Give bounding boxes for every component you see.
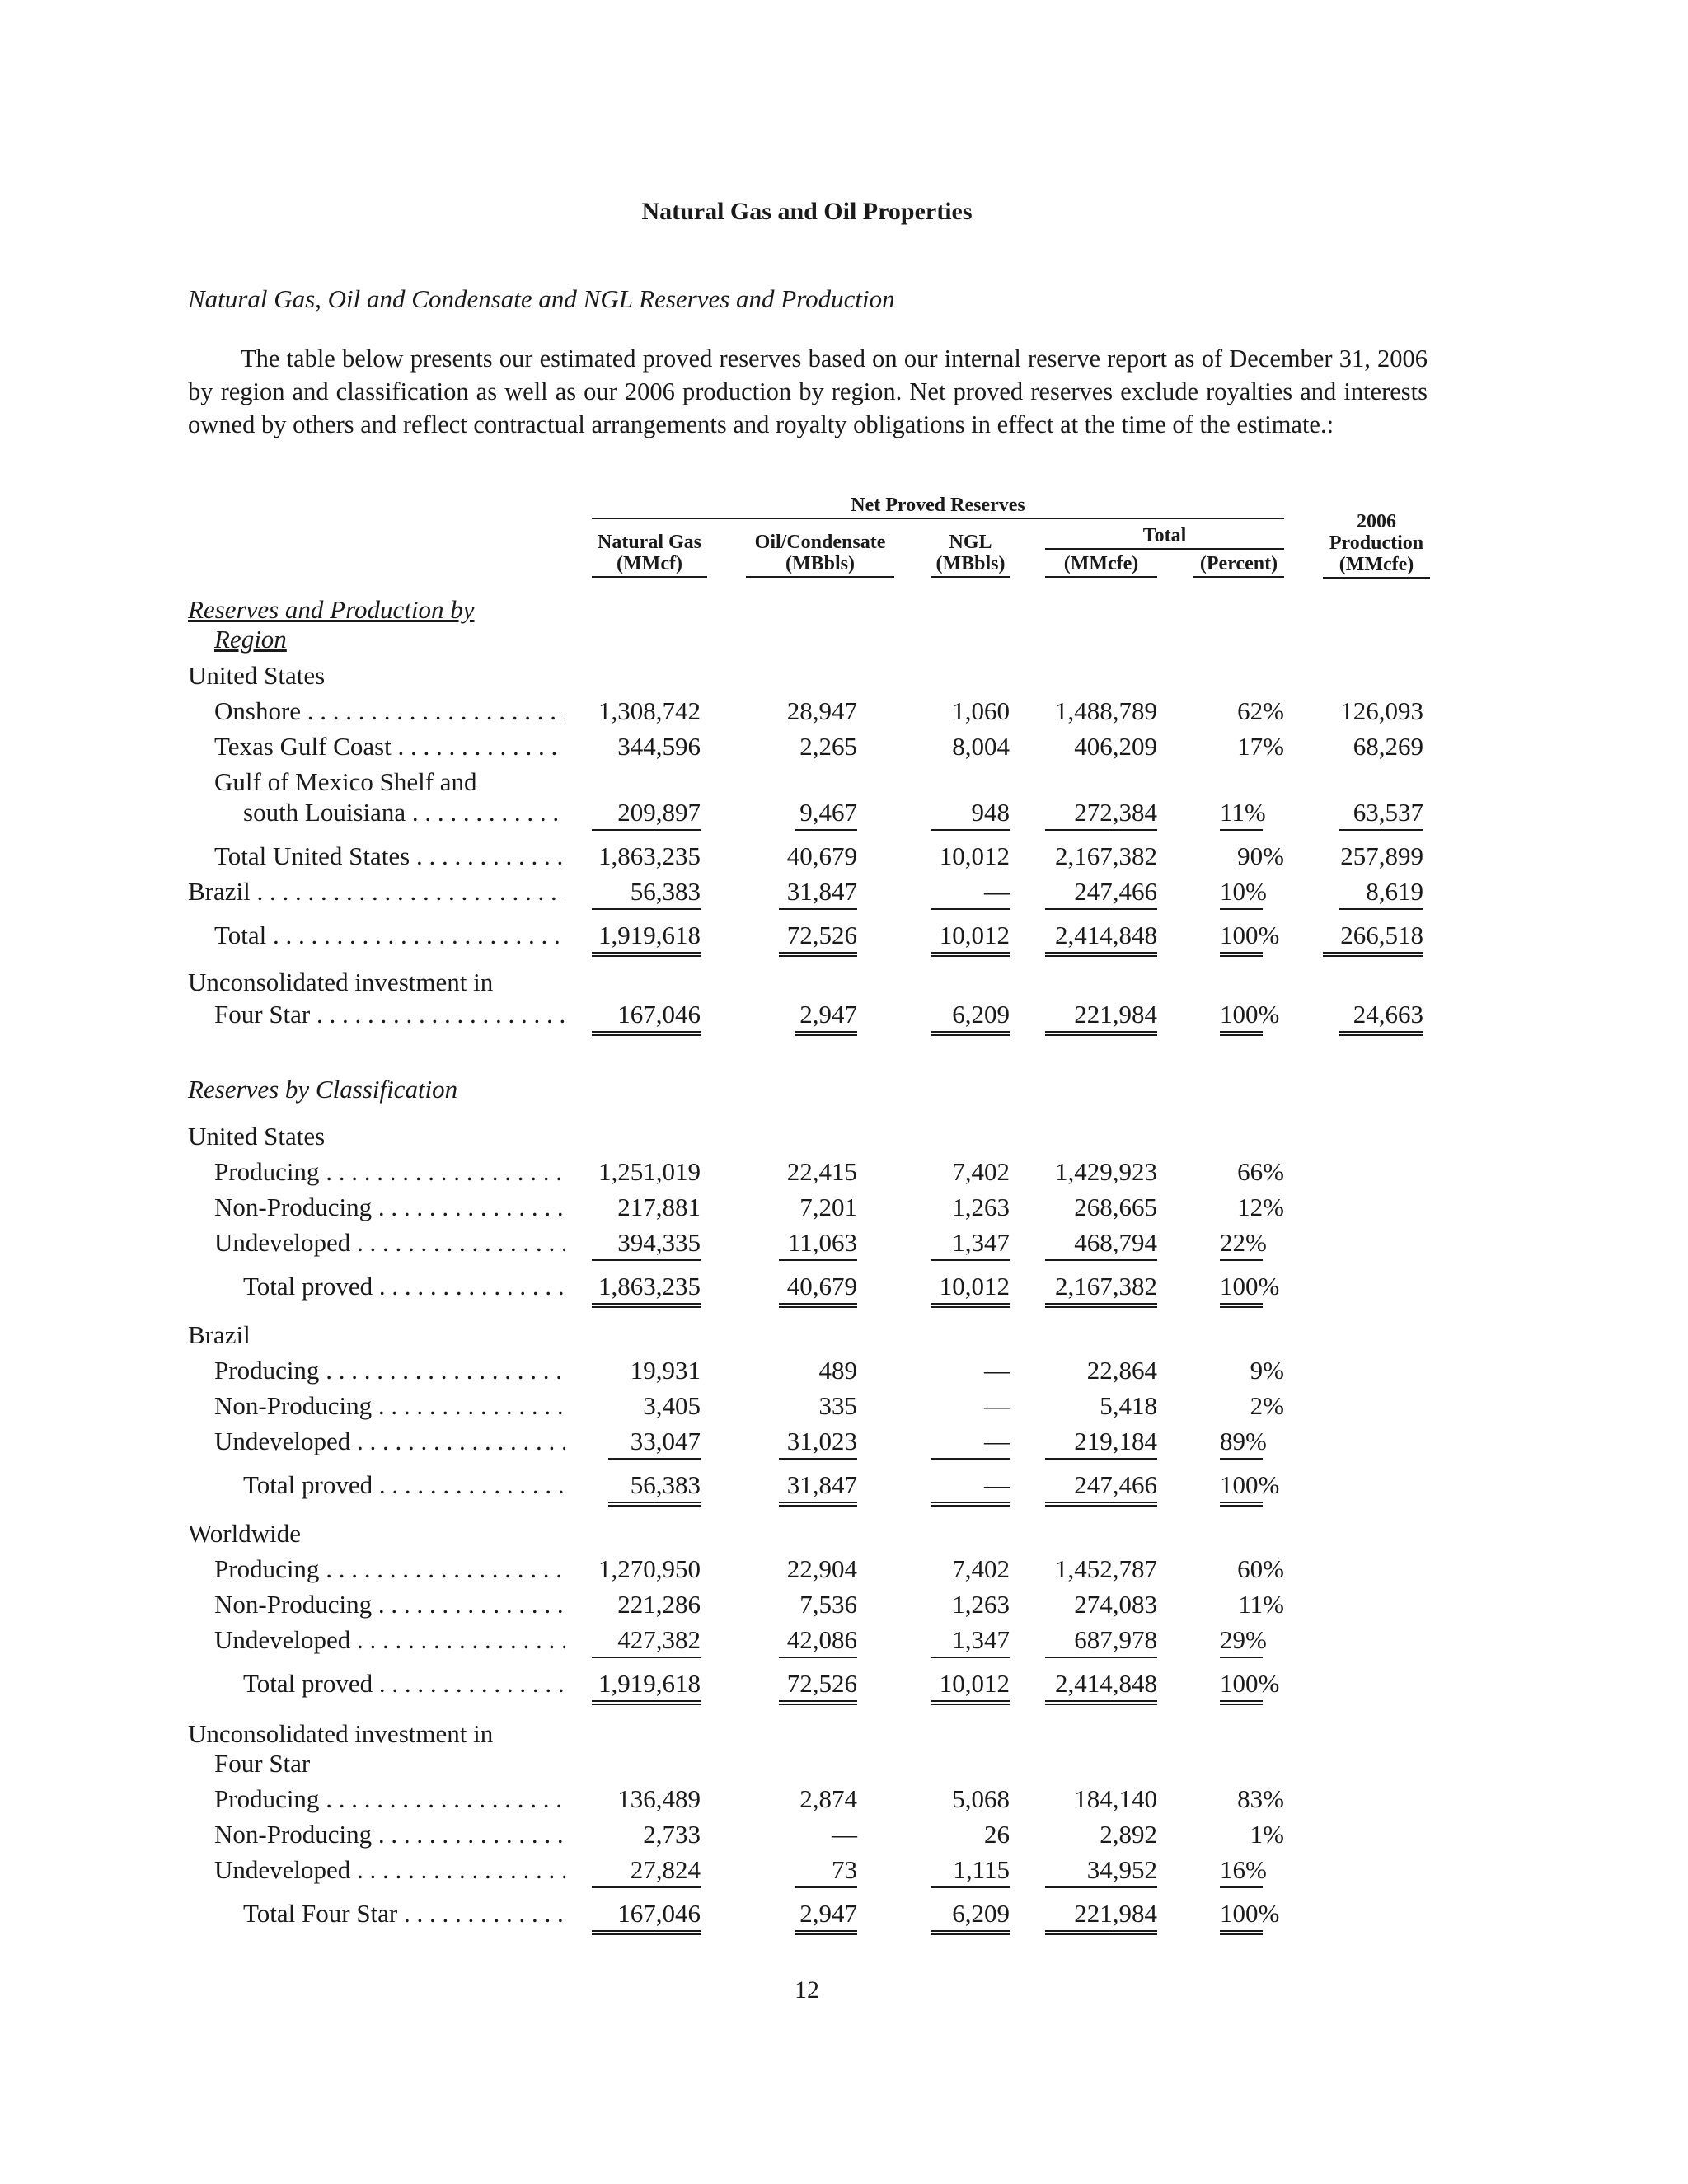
cell-ngl: — (931, 1469, 1010, 1507)
cell-mmcfe: 2,892 (1100, 1820, 1157, 1849)
row-label: Producing . . . (214, 1783, 565, 1816)
cell-ngl: 1,263 (952, 1590, 1010, 1619)
group-united-states: United States (188, 1122, 326, 1151)
cell-natural-gas: 1,270,950 (598, 1554, 701, 1583)
cell-natural-gas: 2,733 (643, 1820, 701, 1849)
cell-production: 68,269 (1353, 732, 1423, 761)
cell-production: 257,899 (1340, 841, 1423, 870)
col-header-mmcfe (1045, 553, 1157, 578)
cell-percent: 100% (1220, 1469, 1263, 1507)
cell-natural-gas: 1,308,742 (598, 696, 701, 725)
page-title: Natural Gas and Oil Properties (641, 198, 973, 225)
cell-ngl: 10,012 (931, 1270, 1010, 1308)
row-label: Non-Producing . . . (214, 1818, 565, 1851)
row-label: Texas Gulf Coast . . . (214, 730, 565, 763)
col-header-line: Oil/Condensate (754, 532, 886, 553)
cell-oil: 28,947 (786, 696, 857, 725)
cell-mmcfe: 1,488,789 (1055, 696, 1157, 725)
cell-production: 266,518 (1323, 919, 1423, 957)
cell-natural-gas: 3,405 (643, 1391, 701, 1420)
section-region-line1: Reserves and Production by (188, 595, 475, 624)
cell-mmcfe: 468,794 (1045, 1226, 1157, 1261)
cell-oil: 22,415 (786, 1157, 857, 1186)
cell-mmcfe: 184,140 (1074, 1784, 1157, 1813)
cell-oil: 7,536 (799, 1590, 857, 1619)
cell-oil: 489 (818, 1356, 857, 1385)
cell-percent: 83% (1237, 1784, 1284, 1813)
cell-percent: 89% (1220, 1425, 1263, 1460)
cell-percent: 100% (1220, 1667, 1263, 1705)
cell-ngl: 10,012 (931, 919, 1010, 957)
cell-oil: 40,679 (779, 1270, 857, 1308)
intro-paragraph: The table below presents our estimated proved reserves based on our internal reserve report as of December 31, 2006 by region and classification as well as our 2006 production by region. Net proved reserves exclude royalties and interests owned by others and reflect contractual arrangements and royalty obligations in effect at the time of the estimate.: (188, 344, 1428, 438)
cell-percent: 100% (1220, 1270, 1263, 1308)
cell-mmcfe: 687,978 (1045, 1624, 1157, 1658)
cell-production: 8,619 (1339, 875, 1423, 910)
group-unconsolidated-four-star: Unconsolidated investment in (188, 1719, 494, 1748)
cell-ngl: — (984, 1391, 1010, 1420)
row-label-gulf-line1: Gulf of Mexico Shelf and (214, 767, 477, 796)
cell-percent: 29% (1220, 1624, 1263, 1658)
cell-natural-gas: 344,596 (617, 732, 701, 761)
cell-natural-gas: 167,046 (592, 998, 701, 1036)
cell-natural-gas: 221,286 (617, 1590, 701, 1619)
cell-ngl: 7,402 (952, 1157, 1010, 1186)
cell-natural-gas: 136,489 (617, 1784, 701, 1813)
row-label: Total . . . (214, 919, 565, 952)
cell-percent: 2% (1250, 1391, 1284, 1420)
group-worldwide: Worldwide (188, 1519, 301, 1548)
row-label: Total United States . . . (214, 840, 565, 873)
cell-mmcfe: 2,414,848 (1045, 919, 1157, 957)
cell-oil: 22,904 (786, 1554, 857, 1583)
row-label: Undeveloped . . . (214, 1226, 565, 1259)
cell-mmcfe: 247,466 (1045, 875, 1157, 910)
cell-percent: 100% (1220, 1897, 1263, 1935)
cell-oil: 31,847 (779, 1469, 857, 1507)
col-header-unit: (Percent) (1199, 553, 1278, 574)
cell-natural-gas: 217,881 (617, 1193, 701, 1221)
cell-ngl: 1,263 (952, 1193, 1010, 1221)
cell-oil: 7,201 (799, 1193, 857, 1221)
cell-natural-gas: 394,335 (592, 1226, 701, 1261)
col-header-line: Natural Gas (598, 532, 701, 553)
row-label: Non-Producing . . . (214, 1390, 565, 1422)
row-label: Undeveloped . . . (214, 1624, 565, 1657)
cell-natural-gas: 427,382 (592, 1624, 701, 1658)
cell-percent: 9% (1250, 1356, 1284, 1385)
group-brazil: Brazil (188, 1320, 251, 1349)
cell-mmcfe: 34,952 (1045, 1854, 1157, 1888)
cell-production: 126,093 (1340, 696, 1423, 725)
cell-natural-gas: 1,251,019 (598, 1157, 701, 1186)
cell-percent: 66% (1237, 1157, 1284, 1186)
row-label: Total proved . . . (243, 1469, 565, 1502)
cell-oil: 9,467 (795, 796, 857, 831)
cell-mmcfe: 268,665 (1074, 1193, 1157, 1221)
row-label: Total proved . . . (243, 1667, 565, 1700)
cell-ngl: 10,012 (939, 841, 1010, 870)
col-header-unit: (MMcfe) (1339, 554, 1414, 575)
cell-percent: 60% (1237, 1554, 1284, 1583)
col-header-line: Production (1329, 532, 1424, 554)
cell-percent: 62% (1237, 696, 1284, 725)
cell-oil: 2,947 (795, 998, 857, 1036)
cell-percent: 11% (1220, 796, 1263, 831)
cell-ngl: 1,347 (931, 1624, 1010, 1658)
cell-ngl: — (931, 875, 1010, 910)
cell-percent: 100% (1220, 998, 1263, 1036)
row-label: Four Star . . . (214, 998, 565, 1031)
row-label: Undeveloped . . . (214, 1425, 565, 1458)
cell-percent: 90% (1237, 841, 1284, 870)
col-header-unit: (MMcfe) (1063, 553, 1139, 574)
cell-natural-gas: 209,897 (592, 796, 701, 831)
row-label: Total Four Star . . . (243, 1897, 565, 1930)
cell-mmcfe: 221,984 (1045, 998, 1157, 1036)
cell-oil: 335 (818, 1391, 857, 1420)
cell-oil: 31,847 (779, 875, 857, 910)
cell-oil: 42,086 (779, 1624, 857, 1658)
cell-ngl: 7,402 (952, 1554, 1010, 1583)
cell-ngl: 6,209 (931, 1897, 1010, 1935)
row-label: Non-Producing . . . (214, 1191, 565, 1224)
row-label: Undeveloped . . . (214, 1854, 565, 1886)
section-region-line2: Region (214, 625, 287, 654)
col-header-oil-condensate (746, 532, 894, 578)
row-label: Total proved . . . (243, 1270, 565, 1303)
row-label: south Louisiana . . . (243, 796, 565, 829)
col-header-ngl (931, 532, 1010, 578)
col-header-natural-gas (592, 532, 707, 578)
cell-mmcfe: 272,384 (1045, 796, 1157, 831)
cell-oil: 2,947 (795, 1897, 857, 1935)
cell-mmcfe: 5,418 (1100, 1391, 1157, 1420)
cell-ngl: 948 (931, 796, 1010, 831)
cell-production: 63,537 (1339, 796, 1423, 831)
cell-natural-gas: 19,931 (630, 1356, 701, 1385)
section-subtitle: Natural Gas, Oil and Condensate and NGL Reserves and Production (188, 284, 895, 313)
cell-production: 24,663 (1339, 998, 1423, 1036)
cell-mmcfe: 219,184 (1045, 1425, 1157, 1460)
cell-percent: 12% (1237, 1193, 1284, 1221)
section-classification: Reserves by Classification (188, 1075, 458, 1104)
cell-oil: 73 (795, 1854, 857, 1888)
cell-mmcfe: 22,864 (1086, 1356, 1157, 1385)
cell-ngl: 1,060 (952, 696, 1010, 725)
cell-percent: 16% (1220, 1854, 1263, 1888)
cell-oil: — (832, 1820, 857, 1849)
cell-mmcfe: 2,167,382 (1045, 1270, 1157, 1308)
col-header-percent (1193, 553, 1284, 578)
cell-oil: 31,023 (779, 1425, 857, 1460)
col-header-unit: (MBbls) (785, 553, 855, 574)
cell-natural-gas: 56,383 (608, 1469, 701, 1507)
col-header-line: NGL (949, 532, 992, 553)
cell-natural-gas: 167,046 (592, 1897, 701, 1935)
row-label: Producing . . . (214, 1155, 565, 1188)
group-unconsolidated-four-star: Unconsolidated investment in (188, 968, 494, 996)
page-number: 12 (795, 1976, 819, 2004)
cell-mmcfe: 221,984 (1045, 1897, 1157, 1935)
row-label: Non-Producing . . . (214, 1588, 565, 1621)
cell-mmcfe: 1,452,787 (1055, 1554, 1157, 1583)
group-four-star: Four Star (214, 1749, 311, 1778)
cell-ngl: 1,115 (931, 1854, 1010, 1888)
cell-oil: 2,874 (799, 1784, 857, 1813)
row-label: Brazil . . . (188, 875, 565, 908)
cell-percent: 100% (1220, 919, 1263, 957)
cell-oil: 72,526 (779, 919, 857, 957)
row-label: Onshore . . . (214, 695, 565, 728)
cell-ngl: 5,068 (952, 1784, 1010, 1813)
cell-mmcfe: 1,429,923 (1055, 1157, 1157, 1186)
cell-percent: 11% (1238, 1590, 1284, 1619)
cell-ngl: 1,347 (931, 1226, 1010, 1261)
cell-natural-gas: 56,383 (592, 875, 701, 910)
net-proved-reserves-header: Net Proved Reserves (592, 493, 1284, 519)
cell-ngl: — (931, 1425, 1010, 1460)
cell-mmcfe: 2,414,848 (1045, 1667, 1157, 1705)
cell-percent: 1% (1250, 1820, 1284, 1849)
cell-oil: 40,679 (786, 841, 857, 870)
group-united-states: United States (188, 661, 326, 690)
cell-mmcfe: 406,209 (1074, 732, 1157, 761)
cell-mmcfe: 274,083 (1074, 1590, 1157, 1619)
cell-natural-gas: 33,047 (608, 1425, 701, 1460)
cell-oil: 72,526 (779, 1667, 857, 1705)
col-header-line: 2006 (1357, 511, 1396, 532)
cell-percent: 10% (1220, 875, 1263, 910)
cell-natural-gas: 1,919,618 (592, 1667, 701, 1705)
cell-natural-gas: 1,919,618 (592, 919, 701, 957)
cell-oil: 2,265 (799, 732, 857, 761)
cell-oil: 11,063 (779, 1226, 857, 1261)
cell-ngl: 8,004 (952, 732, 1010, 761)
row-label: Producing . . . (214, 1354, 565, 1387)
col-header-unit: (MMcf) (617, 553, 682, 574)
cell-mmcfe: 247,466 (1045, 1469, 1157, 1507)
cell-ngl: 6,209 (931, 998, 1010, 1036)
cell-natural-gas: 1,863,235 (598, 841, 701, 870)
cell-ngl: 26 (984, 1820, 1010, 1849)
cell-ngl: 10,012 (931, 1667, 1010, 1705)
total-header: Total (1045, 523, 1284, 550)
cell-percent: 17% (1237, 732, 1284, 761)
cell-percent: 22% (1220, 1226, 1263, 1261)
col-header-production (1323, 511, 1430, 579)
cell-natural-gas: 1,863,235 (592, 1270, 701, 1308)
cell-natural-gas: 27,824 (592, 1854, 701, 1888)
cell-mmcfe: 2,167,382 (1055, 841, 1157, 870)
col-header-unit: (MBbls) (935, 553, 1006, 574)
cell-ngl: — (984, 1356, 1010, 1385)
row-label: Producing . . . (214, 1553, 565, 1586)
